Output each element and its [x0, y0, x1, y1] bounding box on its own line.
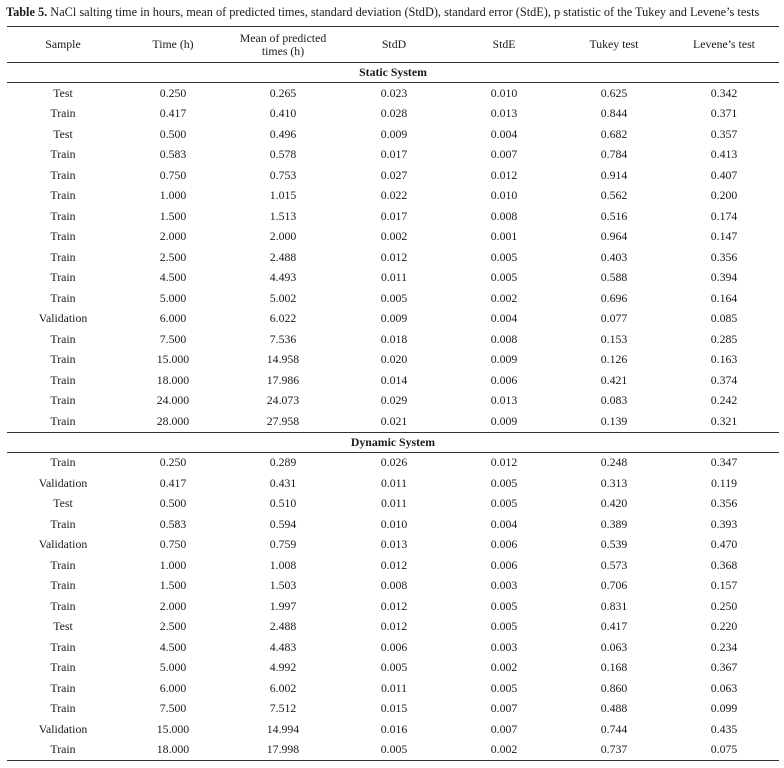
header-row [7, 27, 779, 63]
cell-stdd: 0.011 [380, 475, 408, 490]
cell-mean-predicted: 1.513 [269, 208, 297, 223]
table-row [7, 288, 779, 309]
cell-levene: 0.200 [710, 188, 738, 203]
table-row [7, 329, 779, 350]
cell-tukey: 0.083 [600, 393, 628, 408]
cell-stdd: 0.012 [380, 598, 408, 613]
cell-mean-predicted: 0.431 [269, 475, 297, 490]
cell-stdd: 0.012 [380, 619, 408, 634]
cell-sample: Train [50, 249, 76, 264]
cell-time: 15.000 [156, 352, 190, 367]
table-row [7, 555, 779, 576]
cell-mean-predicted: 14.994 [266, 721, 300, 736]
cell-tukey: 0.784 [600, 147, 628, 162]
cell-levene: 0.368 [710, 557, 738, 572]
results-table [7, 26, 779, 761]
cell-mean-predicted: 0.759 [269, 537, 297, 552]
cell-stde: 0.003 [490, 578, 518, 593]
cell-sample: Train [50, 372, 76, 387]
cell-mean-predicted: 4.493 [269, 270, 297, 285]
cell-sample: Train [50, 147, 76, 162]
cell-sample: Train [50, 701, 76, 716]
cell-tukey: 0.682 [600, 126, 628, 141]
cell-sample: Train [50, 188, 76, 203]
cell-tukey: 0.573 [600, 557, 628, 572]
table-row [7, 514, 779, 535]
cell-tukey: 0.696 [600, 290, 628, 305]
table-row [7, 124, 779, 145]
cell-stde: 0.007 [490, 721, 518, 736]
cell-levene: 0.220 [710, 619, 738, 634]
cell-mean-predicted: 17.998 [227, 740, 339, 761]
cell-stde: 0.008 [490, 208, 518, 223]
table-row [7, 247, 779, 268]
cell-tukey: 0.168 [600, 660, 628, 675]
cell-stde: 0.003 [490, 639, 518, 654]
cell-stdd: 0.006 [380, 639, 408, 654]
cell-sample: Train [50, 352, 76, 367]
cell-time: 5.000 [159, 290, 187, 305]
cell-stde: 0.013 [490, 393, 518, 408]
cell-mean-predicted: 2.488 [269, 249, 297, 264]
cell-tukey: 0.588 [600, 270, 628, 285]
cell-mean-predicted: 4.483 [269, 639, 297, 654]
cell-mean-predicted: 1.503 [269, 578, 297, 593]
cell-time: 1.000 [159, 188, 187, 203]
cell-sample: Validation [38, 311, 88, 326]
table-row [7, 391, 779, 412]
cell-levene: 0.394 [710, 270, 738, 285]
cell-time: 2.500 [159, 619, 187, 634]
cell-levene: 0.347 [710, 455, 738, 470]
cell-tukey: 0.421 [600, 372, 628, 387]
cell-levene: 0.356 [710, 496, 738, 511]
cell-stdd: 0.021 [380, 413, 408, 428]
cell-mean-predicted: 4.992 [269, 660, 297, 675]
cell-time: 2.000 [159, 229, 187, 244]
cell-levene: 0.163 [710, 352, 738, 367]
cell-time: 24.000 [156, 393, 190, 408]
cell-stdd: 0.018 [380, 331, 408, 346]
cell-stde: 0.010 [490, 188, 518, 203]
cell-time: 2.500 [159, 249, 187, 264]
cell-mean-predicted: 27.958 [266, 413, 300, 428]
table-row [7, 576, 779, 597]
table-row [7, 145, 779, 166]
table-row [7, 658, 779, 679]
cell-stdd: 0.022 [380, 188, 408, 203]
header-mean-predicted: Mean of predicted times (h) [227, 27, 339, 63]
cell-stde: 0.005 [490, 680, 518, 695]
cell-levene: 0.119 [710, 475, 738, 490]
table-label: Table 5. [6, 5, 48, 19]
cell-sample: Train [50, 680, 76, 695]
table-row [7, 83, 779, 104]
cell-tukey: 0.831 [600, 598, 628, 613]
cell-levene: 0.356 [710, 249, 738, 264]
table-row [7, 411, 779, 432]
cell-stdd: 0.012 [380, 557, 408, 572]
cell-tukey: 0.248 [600, 455, 628, 470]
cell-sample: Train [50, 578, 76, 593]
table-row [7, 494, 779, 515]
cell-time: 6.000 [159, 311, 187, 326]
table-row [7, 104, 779, 125]
cell-mean-predicted: 7.536 [269, 331, 297, 346]
cell-sample: Validation [38, 537, 88, 552]
cell-mean-predicted: 1.997 [269, 598, 297, 613]
cell-stde: 0.009 [490, 352, 518, 367]
cell-stde: 0.010 [490, 85, 518, 100]
cell-levene: 0.063 [710, 680, 738, 695]
table-row [7, 206, 779, 227]
cell-stdd: 0.013 [380, 537, 408, 552]
cell-tukey: 0.126 [600, 352, 628, 367]
cell-sample: Test [53, 619, 73, 634]
cell-tukey: 0.417 [600, 619, 628, 634]
cell-levene: 0.413 [710, 147, 738, 162]
table-row [7, 186, 779, 207]
cell-sample: Train [50, 413, 76, 428]
cell-mean-predicted: 6.002 [269, 680, 297, 695]
cell-time: 18.000 [156, 372, 190, 387]
cell-stdd: 0.008 [380, 578, 408, 593]
cell-stde: 0.005 [490, 475, 518, 490]
cell-time: 4.500 [159, 639, 187, 654]
cell-levene: 0.285 [710, 331, 738, 346]
cell-sample: Train [50, 106, 76, 121]
cell-stde: 0.007 [490, 147, 518, 162]
cell-sample: Train [50, 393, 76, 408]
cell-sample: Test [53, 126, 73, 141]
cell-time: 18.000 [119, 740, 227, 761]
cell-tukey: 0.860 [600, 680, 628, 695]
cell-stdd: 0.005 [380, 660, 408, 675]
cell-stde: 0.005 [490, 496, 518, 511]
cell-time: 7.500 [159, 331, 187, 346]
cell-sample: Test [53, 496, 73, 511]
header-time: Time (h) [119, 27, 227, 63]
cell-levene: 0.099 [710, 701, 738, 716]
table-row [7, 535, 779, 556]
cell-stdd: 0.009 [380, 126, 408, 141]
cell-tukey: 0.516 [600, 208, 628, 223]
cell-levene: 0.250 [710, 598, 738, 613]
cell-mean-predicted: 17.986 [266, 372, 300, 387]
cell-stdd: 0.017 [380, 208, 408, 223]
cell-levene: 0.371 [710, 106, 738, 121]
cell-stde: 0.006 [490, 372, 518, 387]
cell-mean-predicted: 0.265 [269, 85, 297, 100]
table-row [7, 637, 779, 658]
cell-time: 5.000 [159, 660, 187, 675]
cell-stdd: 0.016 [380, 721, 408, 736]
cell-stde: 0.004 [490, 516, 518, 531]
cell-mean-predicted: 6.022 [269, 311, 297, 326]
cell-tukey: 0.706 [600, 578, 628, 593]
cell-stde: 0.002 [449, 740, 559, 761]
cell-levene: 0.075 [669, 740, 779, 761]
cell-levene: 0.164 [710, 290, 738, 305]
cell-time: 1.500 [159, 578, 187, 593]
table-row [7, 699, 779, 720]
section-header-row [7, 63, 779, 83]
cell-tukey: 0.077 [600, 311, 628, 326]
cell-levene: 0.470 [710, 537, 738, 552]
cell-stde: 0.007 [490, 701, 518, 716]
cell-stdd: 0.023 [380, 85, 408, 100]
cell-stdd: 0.029 [380, 393, 408, 408]
cell-stdd: 0.010 [380, 516, 408, 531]
cell-levene: 0.374 [710, 372, 738, 387]
cell-mean-predicted: 5.002 [269, 290, 297, 305]
cell-sample: Train [50, 598, 76, 613]
cell-stde: 0.005 [490, 249, 518, 264]
table-row [7, 719, 779, 740]
cell-mean-predicted: 2.488 [269, 619, 297, 634]
table-row [7, 617, 779, 638]
cell-mean-predicted: 0.578 [269, 147, 297, 162]
cell-time: 7.500 [159, 701, 187, 716]
cell-sample: Validation [38, 475, 88, 490]
table-row [7, 740, 779, 761]
cell-tukey: 0.389 [600, 516, 628, 531]
table-row [7, 165, 779, 186]
cell-mean-predicted: 0.496 [269, 126, 297, 141]
cell-time: 0.583 [159, 147, 187, 162]
cell-levene: 0.085 [710, 311, 738, 326]
cell-sample: Validation [38, 721, 88, 736]
cell-time: 2.000 [159, 598, 187, 613]
cell-levene: 0.407 [710, 167, 738, 182]
cell-sample: Train [50, 331, 76, 346]
header-stde: StdE [449, 27, 559, 63]
cell-levene: 0.234 [710, 639, 738, 654]
cell-levene: 0.342 [710, 85, 738, 100]
cell-time: 6.000 [159, 680, 187, 695]
cell-mean-predicted: 0.753 [269, 167, 297, 182]
cell-levene: 0.157 [710, 578, 738, 593]
cell-tukey: 0.844 [600, 106, 628, 121]
cell-stde: 0.012 [490, 455, 518, 470]
cell-stdd: 0.005 [380, 290, 408, 305]
cell-mean-predicted: 0.510 [269, 496, 297, 511]
table-row [7, 452, 779, 473]
table-row [7, 268, 779, 289]
cell-sample: Train [50, 639, 76, 654]
cell-sample: Train [50, 270, 76, 285]
header-tukey: Tukey test [559, 27, 669, 63]
cell-tukey: 0.539 [600, 537, 628, 552]
cell-sample: Train [7, 740, 119, 761]
table-row [7, 678, 779, 699]
cell-tukey: 0.625 [600, 85, 628, 100]
cell-sample: Train [50, 290, 76, 305]
table-row [7, 370, 779, 391]
cell-stde: 0.002 [490, 660, 518, 675]
cell-stdd: 0.028 [380, 106, 408, 121]
cell-time: 0.500 [159, 496, 187, 511]
cell-time: 0.417 [159, 475, 187, 490]
cell-stdd: 0.012 [380, 249, 408, 264]
cell-mean-predicted: 0.594 [269, 516, 297, 531]
cell-stdd: 0.014 [380, 372, 408, 387]
cell-tukey: 0.153 [600, 331, 628, 346]
cell-stde: 0.009 [490, 413, 518, 428]
cell-stdd: 0.005 [339, 740, 449, 761]
header-sample: Sample [7, 27, 119, 63]
cell-stdd: 0.009 [380, 311, 408, 326]
cell-stde: 0.005 [490, 598, 518, 613]
cell-tukey: 0.403 [600, 249, 628, 264]
cell-mean-predicted: 0.410 [269, 106, 297, 121]
cell-mean-predicted: 0.289 [269, 455, 297, 470]
cell-stdd: 0.020 [380, 352, 408, 367]
cell-stde: 0.013 [490, 106, 518, 121]
cell-tukey: 0.313 [600, 475, 628, 490]
table-row [7, 596, 779, 617]
cell-tukey: 0.744 [600, 721, 628, 736]
cell-stdd: 0.011 [380, 270, 408, 285]
table-row [7, 350, 779, 371]
cell-mean-predicted: 1.015 [269, 188, 297, 203]
table-row [7, 309, 779, 330]
cell-stde: 0.004 [490, 311, 518, 326]
table-row [7, 473, 779, 494]
cell-time: 0.250 [159, 455, 187, 470]
cell-tukey: 0.488 [600, 701, 628, 716]
cell-sample: Train [50, 229, 76, 244]
cell-levene: 0.242 [710, 393, 738, 408]
cell-stde: 0.001 [490, 229, 518, 244]
cell-sample: Test [53, 85, 73, 100]
cell-stdd: 0.017 [380, 147, 408, 162]
cell-time: 0.250 [159, 85, 187, 100]
cell-tukey: 0.737 [559, 740, 669, 761]
cell-stdd: 0.011 [380, 496, 408, 511]
cell-time: 15.000 [156, 721, 190, 736]
cell-time: 1.500 [159, 208, 187, 223]
cell-tukey: 0.139 [600, 413, 628, 428]
cell-tukey: 0.964 [600, 229, 628, 244]
cell-levene: 0.174 [710, 208, 738, 223]
cell-sample: Train [50, 208, 76, 223]
cell-time: 0.500 [159, 126, 187, 141]
table-row [7, 227, 779, 248]
cell-levene: 0.321 [710, 413, 738, 428]
cell-tukey: 0.063 [600, 639, 628, 654]
cell-time: 0.750 [159, 167, 187, 182]
cell-stde: 0.008 [490, 331, 518, 346]
cell-time: 0.417 [159, 106, 187, 121]
cell-mean-predicted: 1.008 [269, 557, 297, 572]
cell-sample: Train [50, 557, 76, 572]
cell-stde: 0.006 [490, 537, 518, 552]
section-header-row [7, 432, 779, 452]
cell-stde: 0.012 [490, 167, 518, 182]
cell-stdd: 0.027 [380, 167, 408, 182]
cell-stde: 0.002 [490, 290, 518, 305]
cell-stdd: 0.026 [380, 455, 408, 470]
cell-levene: 0.367 [710, 660, 738, 675]
table-body [7, 63, 779, 761]
cell-sample: Train [50, 660, 76, 675]
cell-stde: 0.005 [490, 619, 518, 634]
cell-stdd: 0.011 [380, 680, 408, 695]
cell-tukey: 0.914 [600, 167, 628, 182]
table-caption [6, 2, 759, 22]
cell-stdd: 0.002 [380, 229, 408, 244]
table-caption-text: NaCl salting time in hours, mean of predicted times, standard deviation (StdD), standard error (StdE), p statistic of the Tukey and Levene’s tests [47, 5, 760, 19]
table-header [7, 27, 779, 63]
cell-sample: Train [50, 516, 76, 531]
section-title: Static System [7, 63, 779, 83]
cell-time: 0.583 [159, 516, 187, 531]
header-levene: Levene’s test [669, 27, 779, 63]
cell-stde: 0.005 [490, 270, 518, 285]
cell-stdd: 0.015 [380, 701, 408, 716]
cell-mean-predicted: 7.512 [269, 701, 297, 716]
cell-sample: Train [50, 167, 76, 182]
section-title: Dynamic System [7, 432, 779, 452]
cell-tukey: 0.420 [600, 496, 628, 511]
header-stdd: StdD [339, 27, 449, 63]
cell-levene: 0.147 [710, 229, 738, 244]
cell-time: 28.000 [156, 413, 190, 428]
cell-mean-predicted: 14.958 [266, 352, 300, 367]
cell-mean-predicted: 2.000 [269, 229, 297, 244]
cell-tukey: 0.562 [600, 188, 628, 203]
cell-levene: 0.393 [710, 516, 738, 531]
cell-stde: 0.004 [490, 126, 518, 141]
cell-levene: 0.435 [710, 721, 738, 736]
cell-levene: 0.357 [710, 126, 738, 141]
cell-time: 1.000 [159, 557, 187, 572]
cell-mean-predicted: 24.073 [266, 393, 300, 408]
cell-stde: 0.006 [490, 557, 518, 572]
cell-time: 0.750 [159, 537, 187, 552]
cell-sample: Train [50, 455, 76, 470]
cell-time: 4.500 [159, 270, 187, 285]
